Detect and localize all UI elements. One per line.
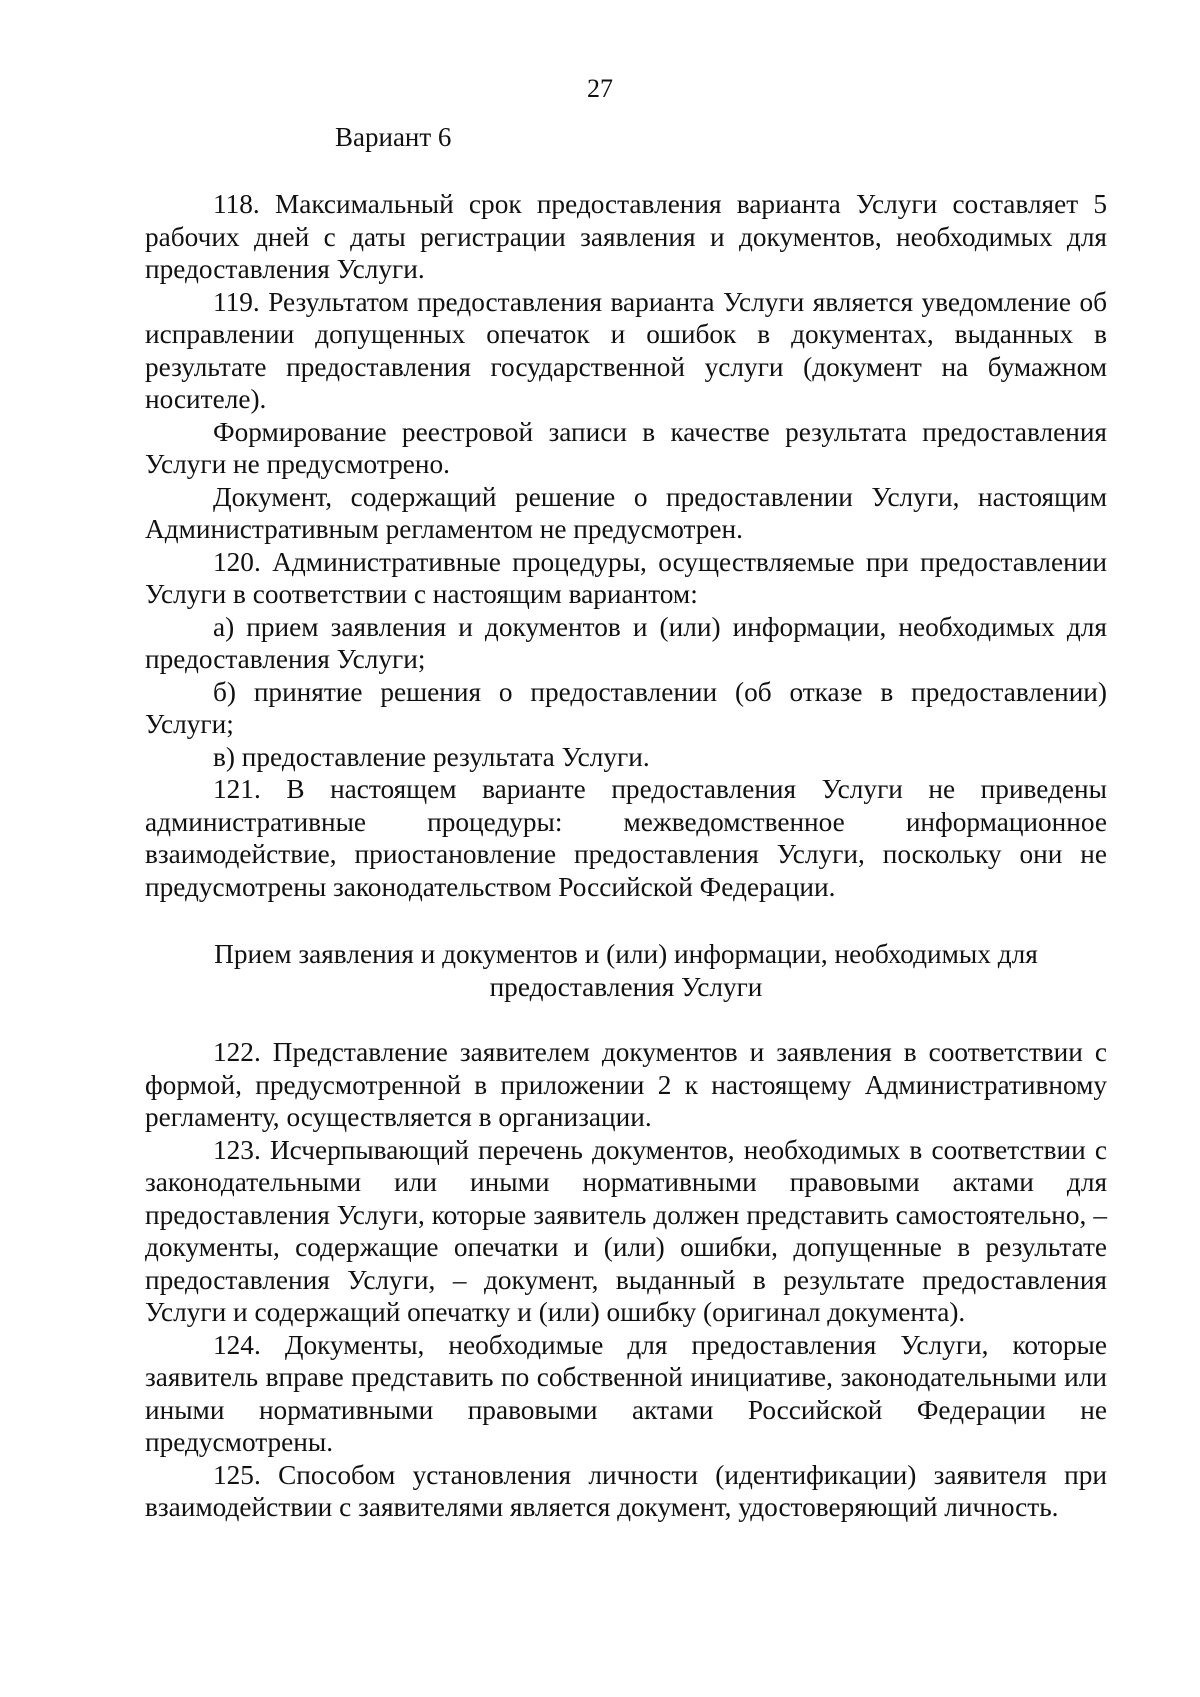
paragraph-group-2 (145, 1036, 1107, 1524)
paragraph-119: 119. Результатом предоставления варианта Услуги является уведомление об исправлении допущенных опечаток и ошибок в документах, выданных в результате предоставления государственной услуги (документ на бумажном носителе). (145, 286, 1107, 414)
variant-title: Вариант 6 (335, 122, 452, 152)
section-heading (145, 938, 1107, 1003)
list-item-b: б) принятие решения о предоставлении (об отказе в предоставлении) Услуги; (145, 676, 1107, 739)
paragraph-123: 123. Исчерпывающий перечень документов, необходимых в соответствии с законодательными или иными нормативными правовыми актами для предоставления Услуги, которые заявитель должен представить самостоятельно, – документы, содержащие опечатки и (или) ошибки, допущенные в результате предоставления Услуги, – документ, выданный в результате предоставления Услуги и содержащий опечатку и (или) ошибку (оригинал документа). (145, 1134, 1107, 1327)
paragraph-registry-record: Формирование реестровой записи в качестве результата предоставления Услуги не предусмотрено. (145, 416, 1107, 479)
list-item-v: в) предоставление результата Услуги. (213, 741, 650, 772)
paragraph-121: 121. В настоящем варианте предоставления Услуги не приведены административные процедуры: межведомственное информационное взаимодействие, приостановление предоставления Услуги, поскольку они не предусмотрены законодательством Российской Федерации. (145, 774, 1107, 902)
section-heading-line-1: Прием заявления и документов и (или) информации, необходимых для (214, 939, 1038, 969)
paragraph-124: 124. Документы, необходимые для предоставления Услуги, которые заявитель вправе представить по собственной инициативе, законодательными или иными нормативными правовыми актами Российской Федерации не предусмотрены. (145, 1329, 1107, 1457)
section-heading-line-2: предоставления Услуги (489, 971, 763, 1002)
paragraph-group-1 (145, 188, 1107, 903)
paragraph-125: 125. Способом установления личности (идентификации) заявителя при взаимодействии с заявителями является документ, удостоверяющий личность. (145, 1459, 1107, 1522)
paragraph-118: 118. Максимальный срок предоставления варианта Услуги составляет 5 рабочих дней с даты регистрации заявления и документов, необходимых для предоставления Услуги. (145, 189, 1107, 284)
paragraph-122: 122. Представление заявителем документов и заявления в соответствии с формой, предусмотренной в приложении 2 к настоящему Административному регламенту, осуществляется в организации. (145, 1037, 1107, 1132)
list-item-a: а) прием заявления и документов и (или) информации, необходимых для предоставления Услуги; (145, 611, 1107, 674)
page-number: 27 (587, 74, 613, 103)
paragraph-120: 120. Административные процедуры, осуществляемые при предоставлении Услуги в соответствии с настоящим вариантом: (145, 546, 1107, 609)
paragraph-decision-document: Документ, содержащий решение о предоставлении Услуги, настоящим Административным регламентом не предусмотрен. (145, 481, 1107, 544)
